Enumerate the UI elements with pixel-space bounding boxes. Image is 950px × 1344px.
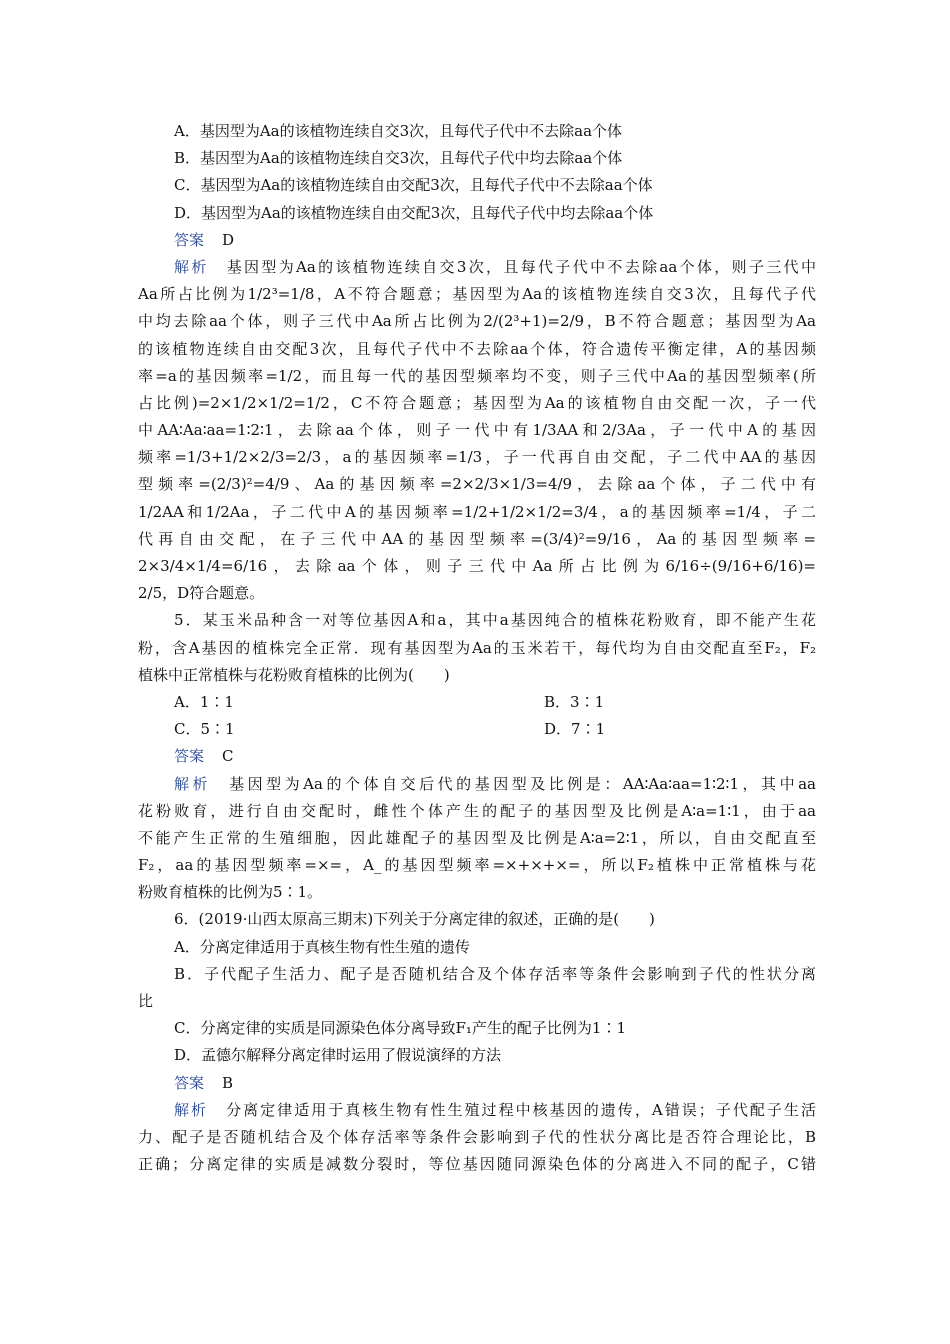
- analysis-text: 分离定律适用于真核生物有性生殖过程中核基因的遗传，A错误；子代配子生活: [226, 1100, 816, 1119]
- answer-value: D: [222, 230, 235, 249]
- answer-value: C: [222, 747, 234, 766]
- answer-label: 答案: [174, 1073, 205, 1092]
- q4-analysis-line: 占比例)=2×1/2×1/2=1/2，C不符合题意；基因型为Aa的该植物自由交配一次，子一代: [138, 393, 816, 412]
- q5-answer: [138, 743, 816, 770]
- q6-analysis-line: 正确；分离定律的实质是减数分裂时，等位基因随同源染色体的分离进入不同的配子，C错: [138, 1155, 816, 1174]
- q5-analysis-line: 花粉败育，进行自由交配时，雌性个体产生的配子的基因型及比例是A∶a=1∶1，由于aa: [138, 801, 816, 820]
- analysis-text: 基因型为Aa的该植物连续自交3次，且每代子代中不去除aa个体，则子三代中: [226, 257, 816, 276]
- q6-option-a: A．分离定律适用于真核生物有性生殖的遗传: [174, 937, 470, 956]
- q4-analysis-line: [138, 254, 816, 281]
- q5-options-row: [138, 716, 816, 743]
- q5-analysis-line: [138, 771, 816, 798]
- q6-option-b-cont: 比: [138, 992, 154, 1010]
- q4-answer: [138, 227, 816, 254]
- q4-option-b: B．基因型为Aa的该植物连续自交3次，且每代子代中均去除aa个体: [174, 149, 623, 168]
- q4-analysis-line: 中AA∶Aa∶aa=1∶2∶1，去除aa个体，则子一代中有1/3AA和2/3Aa，子一代中A的基因: [138, 421, 816, 440]
- q4-analysis-line: 中均去除aa个体，则子三代中Aa所占比例为2/(2³+1)=2/9，B不符合题意；基因型为Aa: [138, 312, 816, 331]
- q4-analysis-line: 频率=1/3+1/2×2/3=2/3，a的基因频率=1/3，子一代再自由交配，子二代中AA的基因: [138, 448, 816, 467]
- q5-options-row: [138, 689, 816, 716]
- q6-analysis-line: [138, 1097, 816, 1124]
- q5-analysis-line: 不能产生正常的生殖细胞，因此雄配子的基因型及比例是A∶a=2∶1，所以，自由交配直至: [138, 828, 816, 847]
- q4-analysis-line: 型频率=(2/3)²=4/9、Aa的基因频率=2×2/3×1/3=4/9，去除aa个体，子二代中有: [138, 475, 816, 494]
- analysis-text: 基因型为Aa的个体自交后代的基因型及比例是：AA∶Aa∶aa=1∶2∶1，其中aa: [229, 774, 816, 793]
- q5-stem-line: 5．某玉米品种含一对等位基因A和a，其中a基因纯合的植株花粉败育，即不能产生花: [174, 611, 816, 630]
- q5-option-b: B．3∶1: [544, 692, 605, 711]
- q4-analysis-line: 2×3/4×1/4=6/16，去除aa个体，则子三代中Aa所占比例为6/16÷(9/16+6/16)=: [138, 557, 816, 575]
- q5-option-d: D．7∶1: [544, 720, 606, 739]
- q5-option-c: C．5∶1: [174, 720, 235, 739]
- q4-analysis-line: 1/2AA和1/2Aa，子二代中A的基因频率=1/2+1/2×1/2=3/4，a的基因频率=1/4，子二: [138, 502, 816, 521]
- q4-option-a: A．基因型为Aa的该植物连续自交3次，且每代子代中不去除aa个体: [174, 122, 623, 140]
- q4-analysis-line: 2/5，D符合题意。: [138, 584, 265, 603]
- q4-analysis-line: 代再自由交配，在子三代中AA的基因型频率=(3/4)²=9/16，Aa的基因型频率=: [138, 529, 816, 548]
- analysis-label: 解析: [174, 774, 212, 793]
- answer-value: B: [222, 1073, 234, 1092]
- q4-option-c: C．基因型为Aa的该植物连续自由交配3次，且每代子代中不去除aa个体: [174, 176, 653, 195]
- q5-stem-line: 植株中正常植株与花粉败育植株的比例为( ): [138, 665, 450, 684]
- q5-stem-line: 粉，含A基因的植株完全正常．现有基因型为Aa的玉米若干，每代均为自由交配直至F₂，F₂: [138, 638, 816, 657]
- q4-analysis-line: Aa所占比例为1/2³=1/8，A不符合题意；基因型为Aa的该植物连续自交3次，且每代子代: [138, 285, 816, 304]
- analysis-label: 解析: [174, 1100, 209, 1119]
- q5-option-a: A．1∶1: [174, 692, 234, 711]
- analysis-label: 解析: [174, 257, 209, 276]
- q4-analysis-line: 的该植物连续自由交配3次，且每代子代中不去除aa个体，符合遗传平衡定律，A的基因频: [138, 339, 816, 358]
- q5-analysis-line: 粉败育植株的比例为5∶1。: [138, 883, 323, 902]
- q4-option-d: D．基因型为Aa的该植物连续自由交配3次，且每代子代中均去除aa个体: [174, 203, 654, 222]
- answer-label: 答案: [174, 747, 205, 766]
- q6-option-c: C．分离定律的实质是同源染色体分离导致F₁产生的配子比例为1∶1: [174, 1019, 626, 1038]
- content-column: [138, 118, 816, 1178]
- q6-analysis-line: 力、配子是否随机结合及个体存活率等条件会影响到子代的性状分离比是否符合理论比，B: [138, 1127, 816, 1146]
- q6-option-b: B．子代配子生活力、配子是否随机结合及个体存活率等条件会影响到子代的性状分离: [174, 964, 816, 983]
- answer-label: 答案: [174, 230, 205, 249]
- q4-analysis-line: 率=a的基因频率=1/2，而且每一代的基因型频率均不变，则子三代中Aa的基因型频率(所: [138, 366, 816, 385]
- q6-option-d: D．孟德尔解释分离定律时运用了假说演绎的方法: [174, 1046, 502, 1065]
- q5-analysis-line: F₂，aa的基因型频率=×=，A_的基因型频率=×+×+×=，所以F₂植株中正常植株与花: [138, 856, 816, 875]
- q6-stem: 6．(2019·山西太原高三期末)下列关于分离定律的叙述，正确的是( ): [174, 910, 655, 929]
- q6-answer: [138, 1070, 816, 1097]
